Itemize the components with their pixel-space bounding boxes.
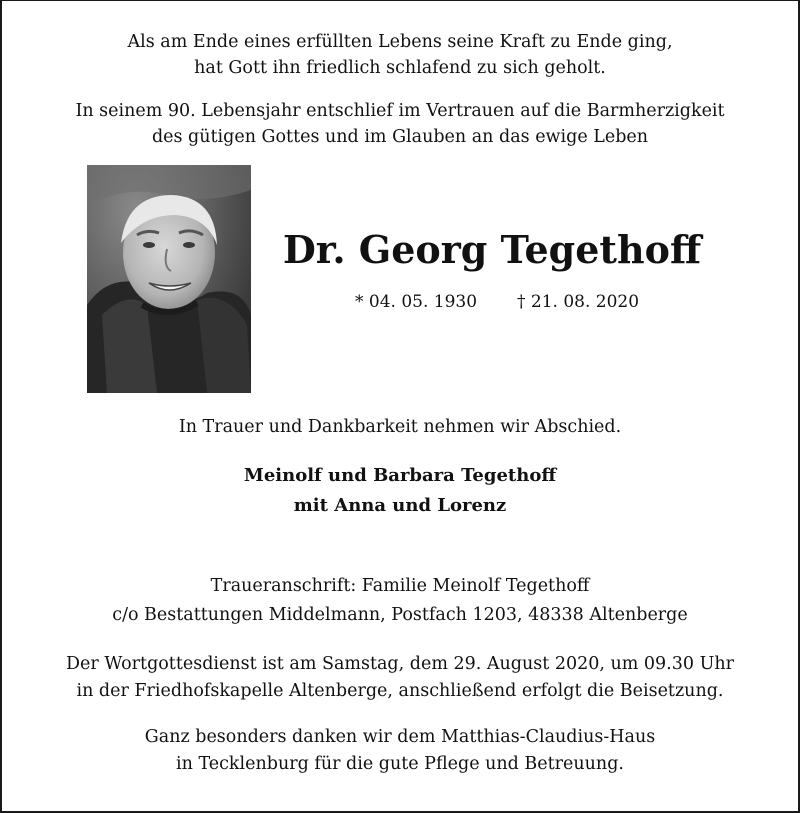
death-date: † 21. 08. 2020 — [517, 292, 640, 312]
portrait-image — [87, 165, 251, 393]
thanks-line-2: in Tecklenburg für die gute Pflege und Betreuung. — [176, 754, 624, 774]
intro-line-1: Als am Ende eines erfüllten Lebens seine Kraft zu Ende ging, — [127, 32, 673, 52]
deceased-name: Dr. Georg Tegethoff — [282, 227, 702, 272]
farewell-text: In Trauer und Dankbarkeit nehmen wir Abschied. — [178, 417, 622, 437]
thanks-line-1: Ganz besonders danken wir dem Matthias-Claudius-Haus — [144, 727, 656, 747]
address-line-2: c/o Bestattungen Middelmann, Postfach 1203, 48338 Altenberge — [112, 605, 688, 625]
portrait-photo — [87, 165, 251, 393]
service-line-1: Der Wortgottesdienst ist am Samstag, dem 29. August 2020, um 09.30 Uhr — [66, 654, 734, 674]
mourners-line-2: mit Anna und Lorenz — [293, 495, 507, 516]
service-line-2: in der Friedhofskapelle Altenberge, anschließend erfolgt die Beisetzung. — [76, 681, 724, 701]
intro-line-2: hat Gott ihn friedlich schlafend zu sich geholt. — [194, 58, 606, 78]
intro-line-3: In seinem 90. Lebensjahr entschlief im Vertrauen auf die Barmherzigkeit — [75, 101, 725, 121]
birth-date: * 04. 05. 1930 — [355, 292, 478, 312]
address-line-1: Traueranschrift: Familie Meinolf Tegethoff — [210, 576, 590, 596]
intro-line-4: des gütigen Gottes und im Glauben an das ewige Leben — [151, 127, 649, 147]
mourners-line-1: Meinolf und Barbara Tegethoff — [243, 465, 557, 486]
